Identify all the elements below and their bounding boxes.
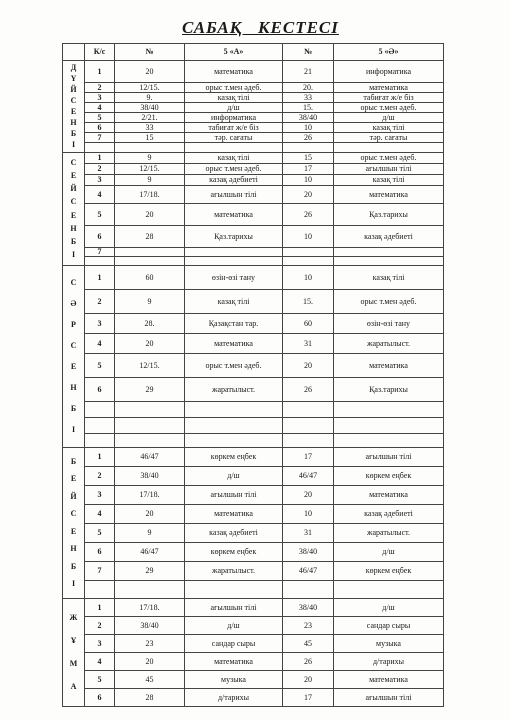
room-a-cell: 17/18. bbox=[115, 486, 185, 505]
room-b-cell: 10 bbox=[283, 123, 334, 133]
subject-b-cell: казақ тілі bbox=[334, 266, 444, 290]
subject-a-cell: орыс т.мен әдеб. bbox=[185, 83, 283, 93]
lesson-number-cell: 5 bbox=[85, 113, 115, 123]
room-a-cell: 12/15. bbox=[115, 354, 185, 378]
lesson-number-cell bbox=[85, 257, 115, 266]
room-b-cell bbox=[283, 434, 334, 448]
table-row bbox=[63, 653, 444, 671]
room-a-cell: 9. bbox=[115, 93, 185, 103]
room-b-cell: 26 bbox=[283, 204, 334, 226]
room-b-cell: 60 bbox=[283, 314, 334, 334]
table-row bbox=[63, 153, 444, 164]
subject-b-cell bbox=[334, 248, 444, 257]
subject-b-cell: музыка bbox=[334, 635, 444, 653]
day-letter: Д bbox=[70, 63, 77, 73]
lesson-number-cell: 7 bbox=[85, 248, 115, 257]
room-b-cell: 20. bbox=[283, 83, 334, 93]
subject-a-cell: математика bbox=[185, 653, 283, 671]
room-a-cell: 28 bbox=[115, 689, 185, 707]
room-b-cell: 15 bbox=[283, 153, 334, 164]
subject-b-cell: орыс т.мен әдеб. bbox=[334, 290, 444, 314]
lesson-number-cell: 1 bbox=[85, 448, 115, 467]
lesson-number-cell: 6 bbox=[85, 543, 115, 562]
lesson-number-cell: 2 bbox=[85, 164, 115, 175]
day-letter: Й bbox=[70, 184, 77, 194]
room-a-cell bbox=[115, 143, 185, 153]
day-letter: Е bbox=[70, 106, 77, 116]
room-b-cell: 20 bbox=[283, 671, 334, 689]
table-row bbox=[63, 113, 444, 123]
subject-b-cell: тәр. сағаты bbox=[334, 133, 444, 143]
subject-a-cell: жаратылыст. bbox=[185, 562, 283, 581]
table-row bbox=[63, 266, 444, 290]
day-letter: С bbox=[70, 157, 77, 167]
subject-b-cell bbox=[334, 143, 444, 153]
day-letter: І bbox=[71, 424, 76, 434]
room-b-cell: 45 bbox=[283, 635, 334, 653]
day-letter: С bbox=[70, 509, 77, 519]
room-a-cell: 46/47 bbox=[115, 448, 185, 467]
subject-b-cell: информатика bbox=[334, 61, 444, 83]
subject-a-cell bbox=[185, 143, 283, 153]
table-row bbox=[63, 418, 444, 434]
room-a-cell: 20 bbox=[115, 334, 185, 354]
table-row bbox=[63, 467, 444, 486]
room-b-cell: 17 bbox=[283, 689, 334, 707]
room-a-cell: 28 bbox=[115, 226, 185, 248]
subject-a-cell: математика bbox=[185, 204, 283, 226]
lesson-number-cell: 4 bbox=[85, 653, 115, 671]
subject-b-cell bbox=[334, 257, 444, 266]
subject-a-cell: математика bbox=[185, 61, 283, 83]
header-class-5ae: 5 «Ә» bbox=[334, 44, 444, 61]
header-room-a: № bbox=[115, 44, 185, 61]
day-letter: Е bbox=[70, 170, 77, 180]
room-b-cell: 21 bbox=[283, 61, 334, 83]
lesson-number-cell: 6 bbox=[85, 226, 115, 248]
room-a-cell: 28. bbox=[115, 314, 185, 334]
table-row bbox=[63, 226, 444, 248]
subject-b-cell bbox=[334, 402, 444, 418]
lesson-number-cell: 6 bbox=[85, 123, 115, 133]
table-row bbox=[63, 257, 444, 266]
room-b-cell bbox=[283, 143, 334, 153]
subject-a-cell: көркем еңбек bbox=[185, 543, 283, 562]
subject-b-cell: көркем еңбек bbox=[334, 562, 444, 581]
subject-a-cell bbox=[185, 434, 283, 448]
subject-b-cell: ағылшын тілі bbox=[334, 164, 444, 175]
lesson-number-cell: 4 bbox=[85, 186, 115, 204]
lesson-number-cell: 1 bbox=[85, 599, 115, 617]
subject-a-cell: музыка bbox=[185, 671, 283, 689]
room-b-cell: 17 bbox=[283, 448, 334, 467]
room-b-cell: 10 bbox=[283, 266, 334, 290]
room-b-cell bbox=[283, 402, 334, 418]
room-a-cell: 45 bbox=[115, 671, 185, 689]
subject-a-cell bbox=[185, 248, 283, 257]
lesson-number-cell: 2 bbox=[85, 467, 115, 486]
room-b-cell bbox=[283, 248, 334, 257]
header-class-5a: 5 «А» bbox=[185, 44, 283, 61]
lesson-number-cell: 5 bbox=[85, 524, 115, 543]
room-a-cell: 2/21. bbox=[115, 113, 185, 123]
subject-b-cell: орыс т.мен әдеб. bbox=[334, 153, 444, 164]
room-a-cell: 23 bbox=[115, 635, 185, 653]
subject-b-cell: жаратылыст. bbox=[334, 524, 444, 543]
table-row bbox=[63, 93, 444, 103]
table-row bbox=[63, 103, 444, 113]
day-letter: Ж bbox=[69, 613, 78, 623]
table-row bbox=[63, 486, 444, 505]
page-title: САБАҚ КЕСТЕСІ bbox=[182, 18, 339, 37]
table-row bbox=[63, 524, 444, 543]
subject-b-cell: ағылшын тілі bbox=[334, 689, 444, 707]
room-a-cell: 9 bbox=[115, 290, 185, 314]
lesson-number-cell: 4 bbox=[85, 334, 115, 354]
room-a-cell: 29 bbox=[115, 378, 185, 402]
subject-b-cell: математика bbox=[334, 671, 444, 689]
room-a-cell bbox=[115, 581, 185, 599]
room-a-cell: 17/18. bbox=[115, 599, 185, 617]
subject-b-cell bbox=[334, 434, 444, 448]
subject-a-cell: ағылшын тілі bbox=[185, 486, 283, 505]
table-row bbox=[63, 175, 444, 186]
table-row bbox=[63, 617, 444, 635]
room-b-cell bbox=[283, 257, 334, 266]
lesson-number-cell bbox=[85, 402, 115, 418]
table-row bbox=[63, 562, 444, 581]
subject-a-cell: табиғат ж/е біз bbox=[185, 123, 283, 133]
day-letter: Б bbox=[70, 128, 77, 138]
day-label bbox=[63, 153, 85, 266]
subject-a-cell: орыс т.мен әдеб. bbox=[185, 354, 283, 378]
room-a-cell: 46/47 bbox=[115, 543, 185, 562]
subject-b-cell: көркем еңбек bbox=[334, 467, 444, 486]
room-a-cell: 29 bbox=[115, 562, 185, 581]
subject-a-cell: сандар сыры bbox=[185, 635, 283, 653]
lesson-number-cell: 1 bbox=[85, 61, 115, 83]
table-row bbox=[63, 143, 444, 153]
lesson-number-cell: 3 bbox=[85, 175, 115, 186]
subject-a-cell bbox=[185, 402, 283, 418]
lesson-number-cell: 5 bbox=[85, 354, 115, 378]
subject-a-cell: көркем еңбек bbox=[185, 448, 283, 467]
room-b-cell: 31 bbox=[283, 524, 334, 543]
subject-b-cell: математика bbox=[334, 354, 444, 378]
subject-b-cell: жаратылыст. bbox=[334, 334, 444, 354]
room-a-cell: 9 bbox=[115, 175, 185, 186]
day-letter: Н bbox=[70, 544, 77, 554]
subject-a-cell: өзін-өзі тану bbox=[185, 266, 283, 290]
subject-a-cell: Қаз.тарихы bbox=[185, 226, 283, 248]
lesson-number-cell: 4 bbox=[85, 103, 115, 113]
table-row bbox=[63, 204, 444, 226]
subject-a-cell: математика bbox=[185, 505, 283, 524]
room-a-cell: 38/40 bbox=[115, 617, 185, 635]
room-a-cell bbox=[115, 402, 185, 418]
table-row bbox=[63, 635, 444, 653]
day-label bbox=[63, 61, 85, 153]
subject-a-cell bbox=[185, 581, 283, 599]
room-b-cell: 38/40 bbox=[283, 543, 334, 562]
lesson-number-cell: 1 bbox=[85, 153, 115, 164]
day-letter: С bbox=[70, 96, 77, 105]
lesson-number-cell: 3 bbox=[85, 635, 115, 653]
subject-b-cell: орыс т.мен әдеб. bbox=[334, 103, 444, 113]
table-row bbox=[63, 448, 444, 467]
room-b-cell: 31 bbox=[283, 334, 334, 354]
day-letter: Ұ bbox=[70, 636, 77, 646]
subject-a-cell: информатика bbox=[185, 113, 283, 123]
room-a-cell bbox=[115, 434, 185, 448]
lesson-number-cell: 3 bbox=[85, 93, 115, 103]
room-b-cell: 26 bbox=[283, 653, 334, 671]
subject-b-cell: математика bbox=[334, 186, 444, 204]
room-b-cell: 20 bbox=[283, 486, 334, 505]
subject-a-cell: жаратылыст. bbox=[185, 378, 283, 402]
room-b-cell bbox=[283, 581, 334, 599]
table-row bbox=[63, 186, 444, 204]
subject-b-cell: Қаз.тарихы bbox=[334, 204, 444, 226]
subject-a-cell bbox=[185, 418, 283, 434]
subject-a-cell: казақ тілі bbox=[185, 93, 283, 103]
table-row bbox=[63, 334, 444, 354]
lesson-number-cell bbox=[85, 581, 115, 599]
subject-b-cell: математика bbox=[334, 486, 444, 505]
subject-b-cell bbox=[334, 581, 444, 599]
table-row bbox=[63, 402, 444, 418]
subject-a-cell: казақ әдебиеті bbox=[185, 524, 283, 543]
day-letter: А bbox=[70, 681, 77, 691]
subject-a-cell: д/ш bbox=[185, 617, 283, 635]
day-letter: С bbox=[70, 341, 77, 350]
lesson-number-cell: 1 bbox=[85, 266, 115, 290]
subject-a-cell: д/ш bbox=[185, 467, 283, 486]
day-letter: С bbox=[70, 278, 77, 288]
subject-a-cell bbox=[185, 257, 283, 266]
header-room-b: № bbox=[283, 44, 334, 61]
room-a-cell: 9 bbox=[115, 524, 185, 543]
room-a-cell: 12/15. bbox=[115, 83, 185, 93]
lesson-number-cell: 6 bbox=[85, 689, 115, 707]
room-a-cell: 12/15. bbox=[115, 164, 185, 175]
room-a-cell: 60 bbox=[115, 266, 185, 290]
table-row bbox=[63, 378, 444, 402]
day-letter: Н bbox=[70, 382, 77, 392]
room-a-cell: 17/18. bbox=[115, 186, 185, 204]
day-letter: І bbox=[71, 139, 76, 149]
subject-a-cell: тәр. сағаты bbox=[185, 133, 283, 143]
header-day bbox=[63, 44, 85, 61]
room-a-cell: 38/40 bbox=[115, 103, 185, 113]
room-a-cell: 20 bbox=[115, 204, 185, 226]
day-letter: Б bbox=[70, 456, 77, 466]
lesson-number-cell: 2 bbox=[85, 83, 115, 93]
subject-a-cell: казақ тілі bbox=[185, 153, 283, 164]
subject-a-cell: д/тарихы bbox=[185, 689, 283, 707]
lesson-number-cell bbox=[85, 143, 115, 153]
lesson-number-cell: 6 bbox=[85, 378, 115, 402]
subject-a-cell: ағылшын тілі bbox=[185, 186, 283, 204]
table-row bbox=[63, 599, 444, 617]
lesson-number-cell: 4 bbox=[85, 505, 115, 524]
room-b-cell bbox=[283, 418, 334, 434]
room-b-cell: 15. bbox=[283, 103, 334, 113]
table-row bbox=[63, 123, 444, 133]
subject-b-cell: өзін-өзі тану bbox=[334, 314, 444, 334]
day-letter: Й bbox=[70, 491, 77, 501]
room-b-cell: 10 bbox=[283, 175, 334, 186]
table-row bbox=[63, 434, 444, 448]
subject-a-cell: казақ әдебиеті bbox=[185, 175, 283, 186]
day-letter: Р bbox=[71, 320, 76, 330]
day-letter: Ә bbox=[70, 299, 77, 309]
table-row bbox=[63, 689, 444, 707]
table-row bbox=[63, 290, 444, 314]
subject-b-cell: казақ тілі bbox=[334, 175, 444, 186]
room-a-cell: 20 bbox=[115, 653, 185, 671]
room-b-cell: 38/40 bbox=[283, 113, 334, 123]
day-letter: Б bbox=[70, 403, 77, 413]
day-letter: Е bbox=[70, 210, 77, 220]
day-label bbox=[63, 448, 85, 599]
room-b-cell: 26 bbox=[283, 133, 334, 143]
room-b-cell: 46/47 bbox=[283, 562, 334, 581]
room-b-cell: 15. bbox=[283, 290, 334, 314]
table-row bbox=[63, 314, 444, 334]
subject-a-cell: математика bbox=[185, 334, 283, 354]
day-letter: Е bbox=[70, 361, 77, 371]
lesson-number-cell bbox=[85, 418, 115, 434]
subject-b-cell: казақ әдебиеті bbox=[334, 226, 444, 248]
room-a-cell: 38/40 bbox=[115, 467, 185, 486]
table-row bbox=[63, 354, 444, 378]
room-a-cell: 15 bbox=[115, 133, 185, 143]
room-a-cell bbox=[115, 248, 185, 257]
subject-a-cell: казақ тілі bbox=[185, 290, 283, 314]
table-row bbox=[63, 581, 444, 599]
room-b-cell: 20 bbox=[283, 354, 334, 378]
room-a-cell: 9 bbox=[115, 153, 185, 164]
lesson-number-cell: 7 bbox=[85, 562, 115, 581]
lesson-number-cell: 3 bbox=[85, 314, 115, 334]
day-letter: С bbox=[70, 197, 77, 207]
subject-b-cell: д/ш bbox=[334, 113, 444, 123]
room-b-cell: 23 bbox=[283, 617, 334, 635]
subject-b-cell: Қаз.тарихы bbox=[334, 378, 444, 402]
table-row bbox=[63, 61, 444, 83]
room-b-cell: 17 bbox=[283, 164, 334, 175]
day-letter: І bbox=[71, 579, 76, 588]
room-b-cell: 26 bbox=[283, 378, 334, 402]
room-a-cell: 20 bbox=[115, 61, 185, 83]
subject-b-cell: казақ әдебиеті bbox=[334, 505, 444, 524]
room-b-cell: 46/47 bbox=[283, 467, 334, 486]
day-letter: Ү bbox=[70, 74, 77, 84]
room-b-cell: 20 bbox=[283, 186, 334, 204]
table-row bbox=[63, 248, 444, 257]
subject-a-cell: д/ш bbox=[185, 103, 283, 113]
subject-a-cell: Қазақстан тар. bbox=[185, 314, 283, 334]
day-letter: І bbox=[71, 250, 76, 260]
lesson-number-cell: 3 bbox=[85, 486, 115, 505]
day-label bbox=[63, 266, 85, 448]
day-letter: Б bbox=[70, 561, 77, 571]
day-letter: М bbox=[69, 658, 78, 668]
lesson-number-cell bbox=[85, 434, 115, 448]
header-lesson-number: К/с bbox=[85, 44, 115, 61]
subject-b-cell: д/ш bbox=[334, 543, 444, 562]
table-row bbox=[63, 83, 444, 93]
room-a-cell bbox=[115, 257, 185, 266]
table-row bbox=[63, 505, 444, 524]
subject-b-cell: ағылшын тілі bbox=[334, 448, 444, 467]
schedule-table bbox=[62, 43, 444, 707]
lesson-number-cell: 7 bbox=[85, 133, 115, 143]
room-b-cell: 10 bbox=[283, 226, 334, 248]
subject-b-cell: сандар сыры bbox=[334, 617, 444, 635]
day-letter: Н bbox=[70, 223, 77, 233]
subject-b-cell: математика bbox=[334, 83, 444, 93]
room-b-cell: 38/40 bbox=[283, 599, 334, 617]
subject-b-cell bbox=[334, 418, 444, 434]
subject-a-cell: орыс т.мен әдеб. bbox=[185, 164, 283, 175]
room-b-cell: 33 bbox=[283, 93, 334, 103]
lesson-number-cell: 5 bbox=[85, 204, 115, 226]
lesson-number-cell: 2 bbox=[85, 617, 115, 635]
day-letter: Б bbox=[70, 237, 77, 247]
day-letter: Е bbox=[70, 474, 77, 484]
subject-a-cell: ағылшын тілі bbox=[185, 599, 283, 617]
day-letter: Е bbox=[70, 526, 77, 536]
subject-b-cell: табиғат ж/е біз bbox=[334, 93, 444, 103]
subject-b-cell: казақ тілі bbox=[334, 123, 444, 133]
table-row bbox=[63, 133, 444, 143]
table-row bbox=[63, 164, 444, 175]
subject-b-cell: д/тарихы bbox=[334, 653, 444, 671]
table-row bbox=[63, 543, 444, 562]
table-row bbox=[63, 671, 444, 689]
header-row bbox=[63, 44, 444, 61]
room-a-cell: 33 bbox=[115, 123, 185, 133]
day-letter: Н bbox=[70, 117, 77, 127]
lesson-number-cell: 5 bbox=[85, 671, 115, 689]
room-b-cell: 10 bbox=[283, 505, 334, 524]
subject-b-cell: д/ш bbox=[334, 599, 444, 617]
room-a-cell bbox=[115, 418, 185, 434]
lesson-number-cell: 2 bbox=[85, 290, 115, 314]
day-label bbox=[63, 599, 85, 707]
room-a-cell: 20 bbox=[115, 505, 185, 524]
day-letter: Й bbox=[70, 85, 77, 95]
